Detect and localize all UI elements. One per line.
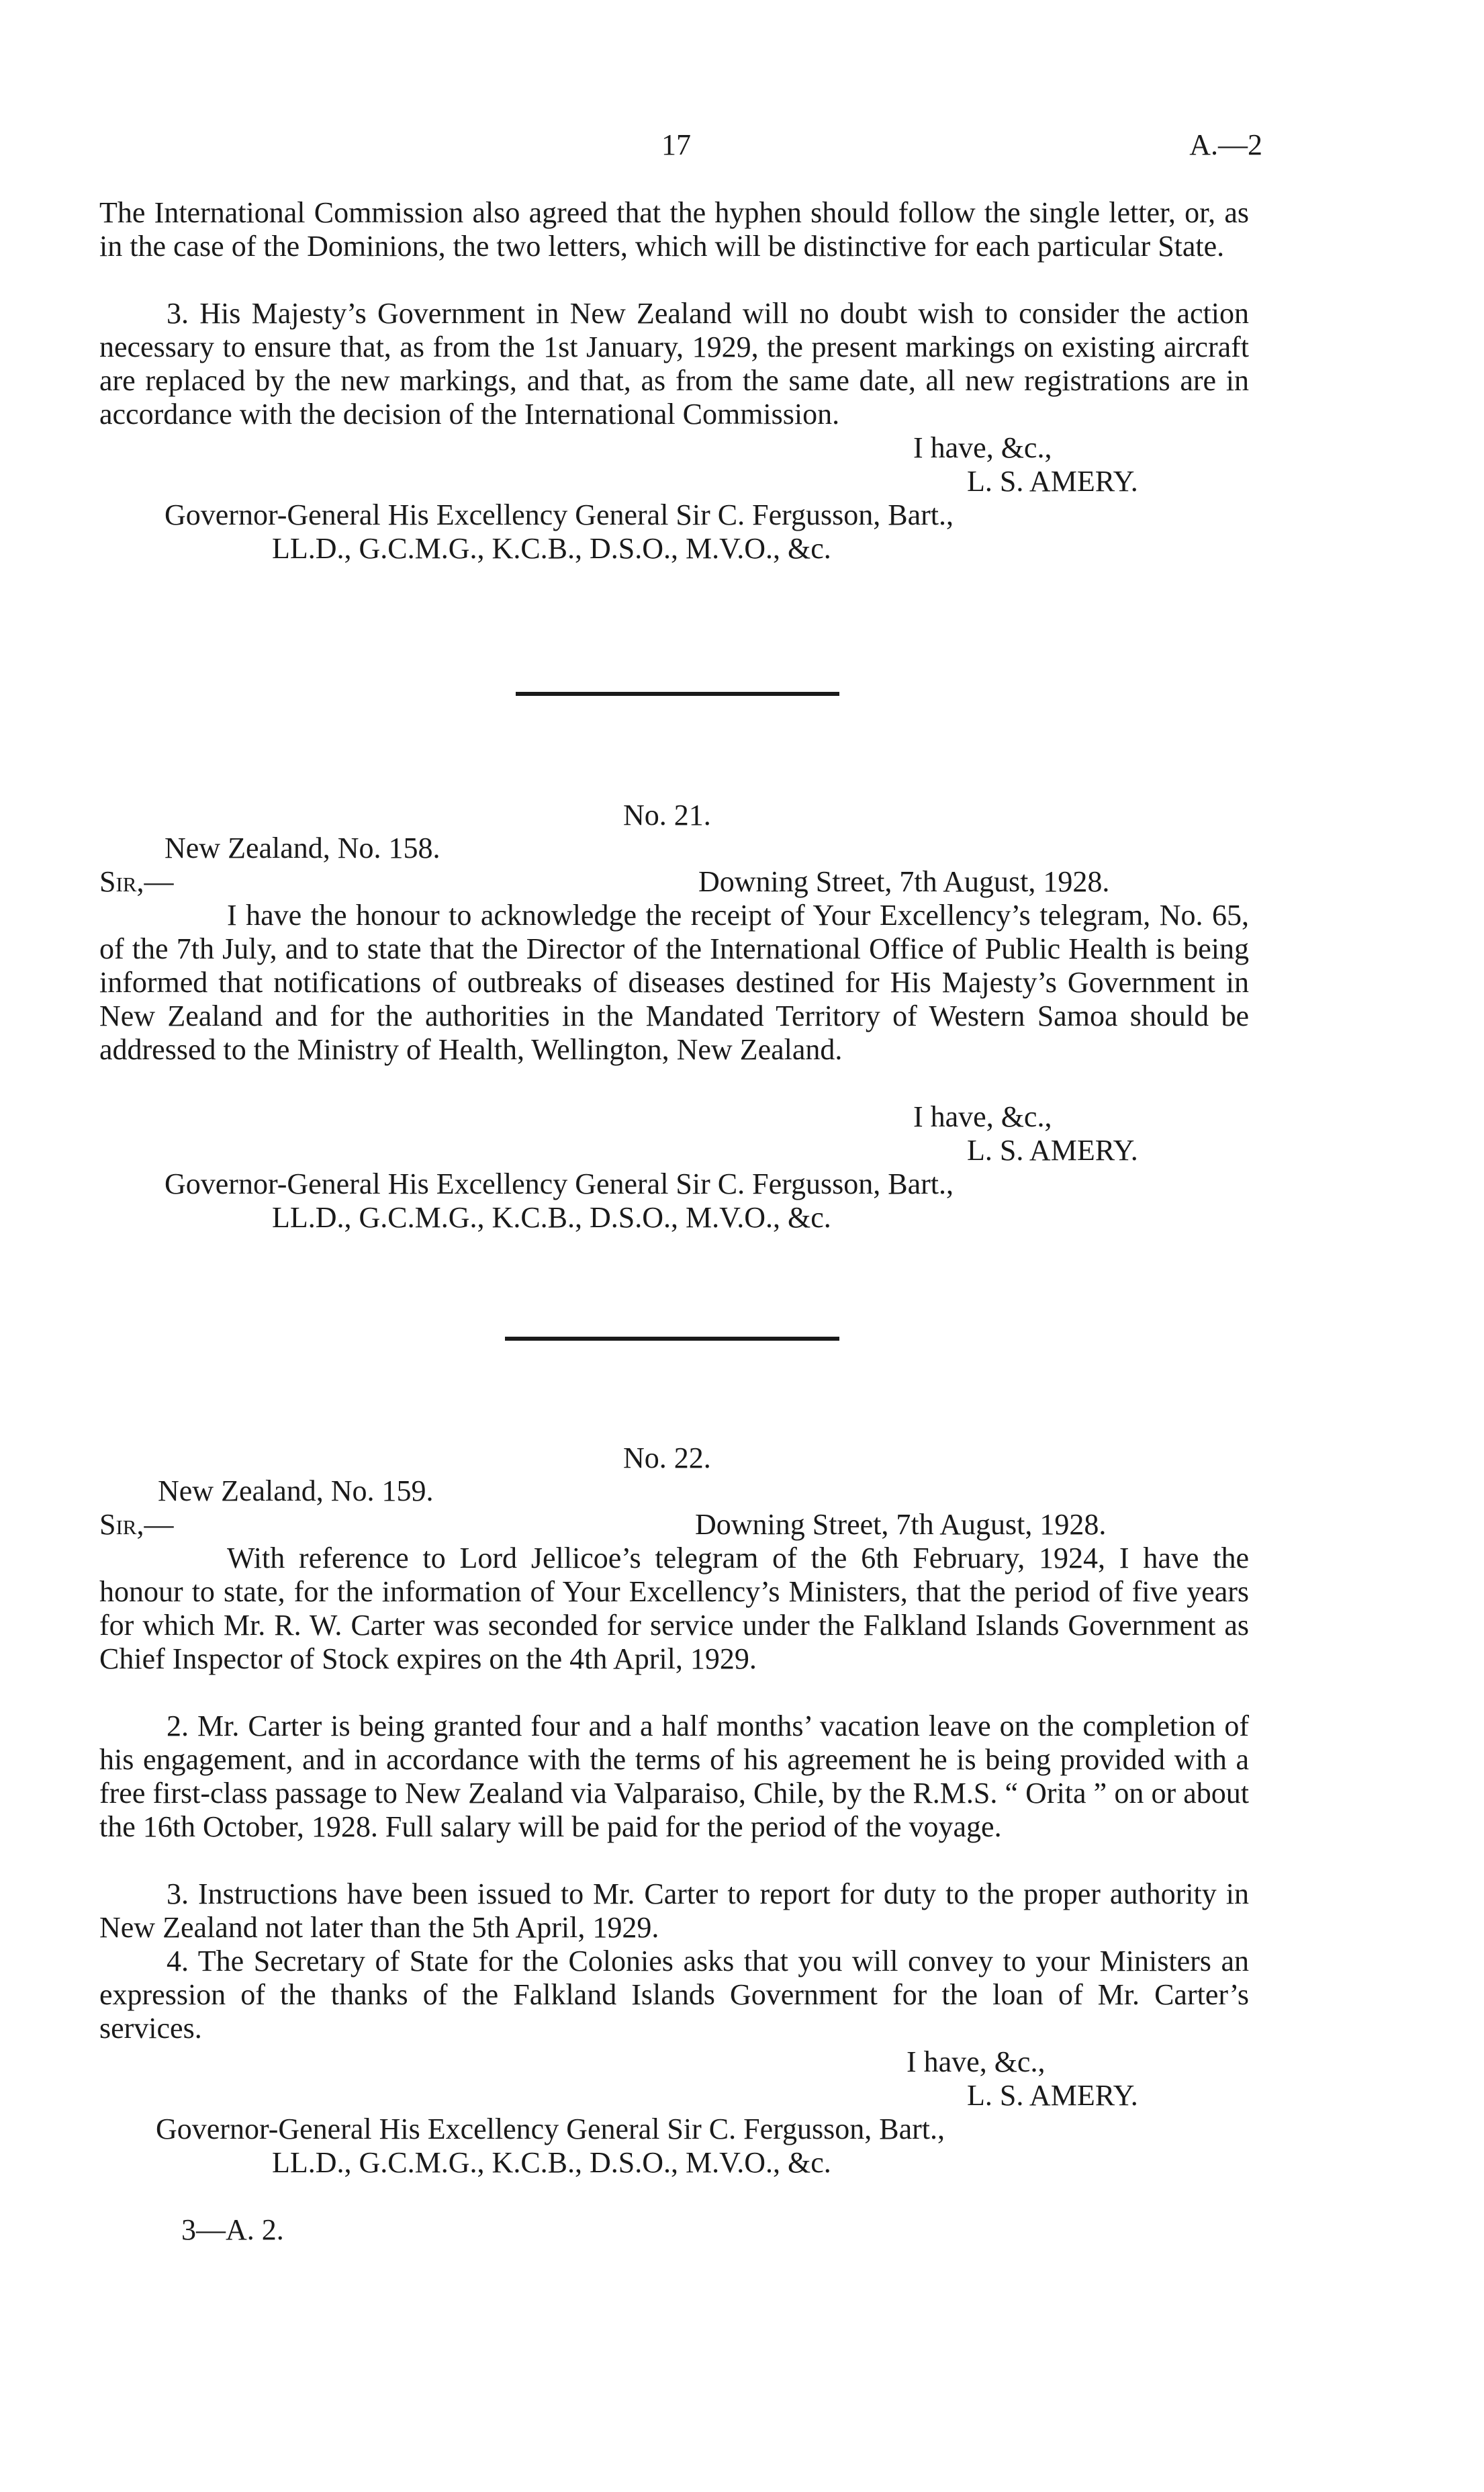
letter-21-addressee-line1: Governor-General His Excellency General Sir C. Fergusson, Bart., [165,1167,954,1200]
intro-closing: I have, &c., [913,431,1052,464]
letter-21-salutation: Sir,— [99,865,174,898]
printer-signature-mark: 3—A. 2. [181,2213,284,2246]
letter-22-addressee-line1: Governor-General His Excellency General Sir C. Fergusson, Bart., [156,2112,945,2145]
letter-22-paragraph-4: 4. The Secretary of State for the Colonies asks that you will convey to your Ministers an expression of the thanks of the Falkland Islands Government for the loan of Mr. Carter’s services. [99,1945,1249,2045]
letter-22-paragraph-2: 2. Mr. Carter is being granted four and a half months’ vacation leave on the completion of his engagement, and in accordance with the terms of his agreement he is being provided with a free first-class passage to New Zealand via Valparaiso, Chile, by the R.M.S. “ Orita ” on or about the 16th October, 1928. Full salary will be paid for the period of the voyage. [99,1709,1249,1843]
letter-22-signature: L. S. AMERY. [967,2079,1138,2112]
letter-21-number: No. 21. [623,799,711,832]
section-divider [505,1337,839,1341]
page-number: 17 [661,128,691,161]
letter-22-number: No. 22. [623,1441,711,1474]
letter-22-salutation: Sir,— [99,1508,174,1541]
intro-continuation-paragraph: The International Commission also agreed that the hyphen should follow the single letter, or, as in the case of the Dominions, the two letters, which will be distinctive for each particular State. [99,196,1249,263]
letter-21-reference: New Zealand, No. 158. [165,832,440,864]
section-divider [516,692,839,696]
intro-addressee-line1: Governor-General His Excellency General Sir C. Fergusson, Bart., [165,498,954,531]
letter-22-place-date: Downing Street, 7th August, 1928. [695,1508,1107,1541]
letter-21-closing: I have, &c., [913,1100,1052,1133]
document-reference: A.—2 [1189,128,1262,161]
letter-21-place-date: Downing Street, 7th August, 1928. [698,865,1110,898]
letter-22-reference: New Zealand, No. 159. [158,1474,434,1507]
letter-22-closing: I have, &c., [907,2045,1046,2078]
letter-22-addressee-line2: LL.D., G.C.M.G., K.C.B., D.S.O., M.V.O., &c. [272,2146,831,2179]
intro-signature: L. S. AMERY. [967,465,1138,498]
letter-21-addressee-line2: LL.D., G.C.M.G., K.C.B., D.S.O., M.V.O., &c. [272,1201,831,1234]
intro-addressee-line2: LL.D., G.C.M.G., K.C.B., D.S.O., M.V.O., &c. [272,532,831,565]
letter-21-body: I have the honour to acknowledge the receipt of Your Excellency’s telegram, No. 65, of the 7th July, and to state that the Director of the International Office of Public Health is being informed that notifications of outbreaks of diseases destined for His Majesty’s Government in New Zealand and for the authorities in the Mandated Territory of Western Samoa should be addressed to the Ministry of Health, Wellington, New Zealand. [99,899,1249,1066]
letter-21-signature: L. S. AMERY. [967,1134,1138,1167]
intro-paragraph-3: 3. His Majesty’s Government in New Zealand will no doubt wish to consider the action necessary to ensure that, as from the 1st January, 1929, the present markings on existing aircraft are replaced by the new markings, and that, as from the same date, all new registrations are in accordance with the decision of the International Commission. [99,297,1249,431]
letter-22-paragraph-3: 3. Instructions have been issued to Mr. Carter to report for duty to the proper authority in New Zealand not later than the 5th April, 1929. [99,1877,1249,1944]
letter-22-paragraph-1: With reference to Lord Jellicoe’s telegram of the 6th February, 1924, I have the honour to state, for the information of Your Excellency’s Ministers, that the period of five years for which Mr. R. W. Carter was seconded for service under the Falkland Islands Government as Chief Inspector of Stock expires on the 4th April, 1929. [99,1542,1249,1675]
